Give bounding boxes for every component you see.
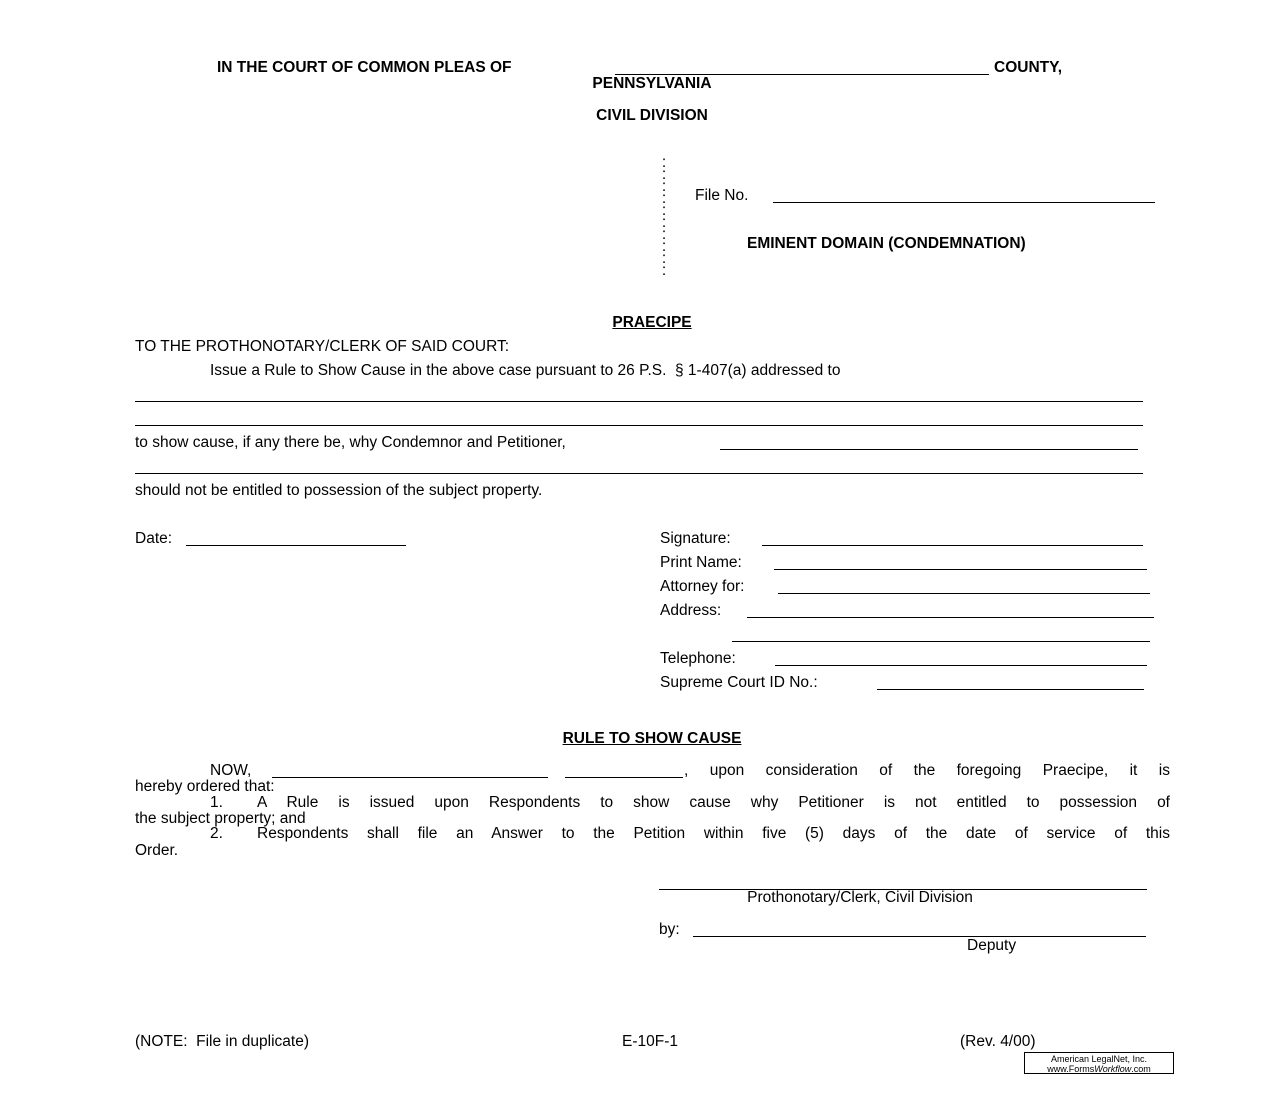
attorney-for-label: Attorney for:	[660, 578, 745, 595]
publisher-url: www.FormsWorkflow.com	[1047, 1064, 1151, 1074]
signature-label: Signature:	[660, 530, 731, 547]
to-prothonotary-line: TO THE PROTHONOTARY/CLERK OF SAID COURT:	[135, 338, 510, 355]
form-code: E-10F-1	[622, 1033, 678, 1050]
issue-rule-line: Issue a Rule to Show Cause in the above case pursuant to 26 P.S. § 1-407(a) addressed to	[210, 362, 841, 379]
respondent-field-2[interactable]	[135, 425, 1143, 426]
court-heading: IN THE COURT OF COMMON PLEAS OF	[217, 59, 512, 76]
item-2-text: Respondents shall file an Answer to the Petition within five (5) days of the date of service of this	[257, 825, 1170, 842]
caption-colon: :	[661, 262, 667, 279]
now-year-field[interactable]	[565, 777, 683, 778]
respondent-field-1[interactable]	[135, 401, 1143, 402]
date-label: Date:	[135, 530, 173, 547]
deputy-label: Deputy	[967, 937, 1017, 954]
county-label: COUNTY,	[994, 59, 1063, 76]
praecipe-title: PRAECIPE	[612, 314, 692, 331]
signature-field[interactable]	[762, 545, 1143, 546]
division-label: CIVIL DIVISION	[596, 107, 708, 124]
caption-colon: :	[661, 250, 667, 267]
now-tail: , upon consideration of the foregoing Praecipe, it is	[684, 762, 1170, 779]
footer-note: (NOTE: File in duplicate)	[135, 1033, 309, 1050]
telephone-label: Telephone:	[660, 650, 736, 667]
address-label: Address:	[660, 602, 722, 619]
by-label: by:	[659, 921, 680, 938]
file-no-field[interactable]	[773, 202, 1155, 203]
item-1-continuation: the subject property; and	[135, 810, 306, 827]
caption-colon: :	[661, 226, 667, 243]
possession-line: should not be entitled to possession of the subject property.	[135, 482, 543, 499]
item-2-continuation: Order.	[135, 842, 179, 859]
attorney-for-field[interactable]	[778, 593, 1150, 594]
address-field-2[interactable]	[732, 641, 1150, 642]
supreme-court-id-label: Supreme Court ID No.:	[660, 674, 818, 691]
print-name-label: Print Name:	[660, 554, 742, 571]
caption-colon: :	[661, 238, 667, 255]
caption-colon: :	[661, 214, 667, 231]
rule-title: RULE TO SHOW CAUSE	[562, 730, 742, 747]
prothonotary-label: Prothonotary/Clerk, Civil Division	[747, 889, 973, 906]
condemnor-field-2[interactable]	[135, 473, 1143, 474]
now-label: NOW,	[210, 762, 252, 779]
caption-colon: :	[661, 166, 667, 183]
print-name-field[interactable]	[774, 569, 1147, 570]
revision-label: (Rev. 4/00)	[960, 1033, 1036, 1050]
date-field[interactable]	[186, 545, 406, 546]
supreme-court-id-field[interactable]	[877, 689, 1144, 690]
caption-colon: :	[661, 154, 667, 171]
deputy-signature-field[interactable]	[693, 936, 1146, 937]
case-type: EMINENT DOMAIN (CONDEMNATION)	[747, 235, 1026, 252]
publisher-badge	[1024, 1052, 1174, 1074]
item-2-number: 2.	[210, 825, 223, 842]
file-no-label: File No.	[695, 187, 749, 204]
telephone-field[interactable]	[775, 665, 1147, 666]
state-label: PENNSYLVANIA	[592, 75, 712, 92]
show-cause-line: to show cause, if any there be, why Condemnor and Petitioner,	[135, 434, 566, 451]
condemnor-field[interactable]	[720, 449, 1138, 450]
caption-colon: :	[661, 178, 667, 195]
address-field-1[interactable]	[747, 617, 1154, 618]
now-date-field[interactable]	[272, 777, 548, 778]
caption-colon: :	[661, 202, 667, 219]
publisher-name: American LegalNet, Inc.	[1050, 1054, 1148, 1064]
item-1-text: A Rule is issued upon Respondents to show cause why Petitioner is not entitled to possession of	[257, 794, 1170, 811]
item-1-number: 1.	[210, 794, 223, 811]
ordered-line: hereby ordered that:	[135, 778, 275, 795]
caption-colon: :	[661, 190, 667, 207]
